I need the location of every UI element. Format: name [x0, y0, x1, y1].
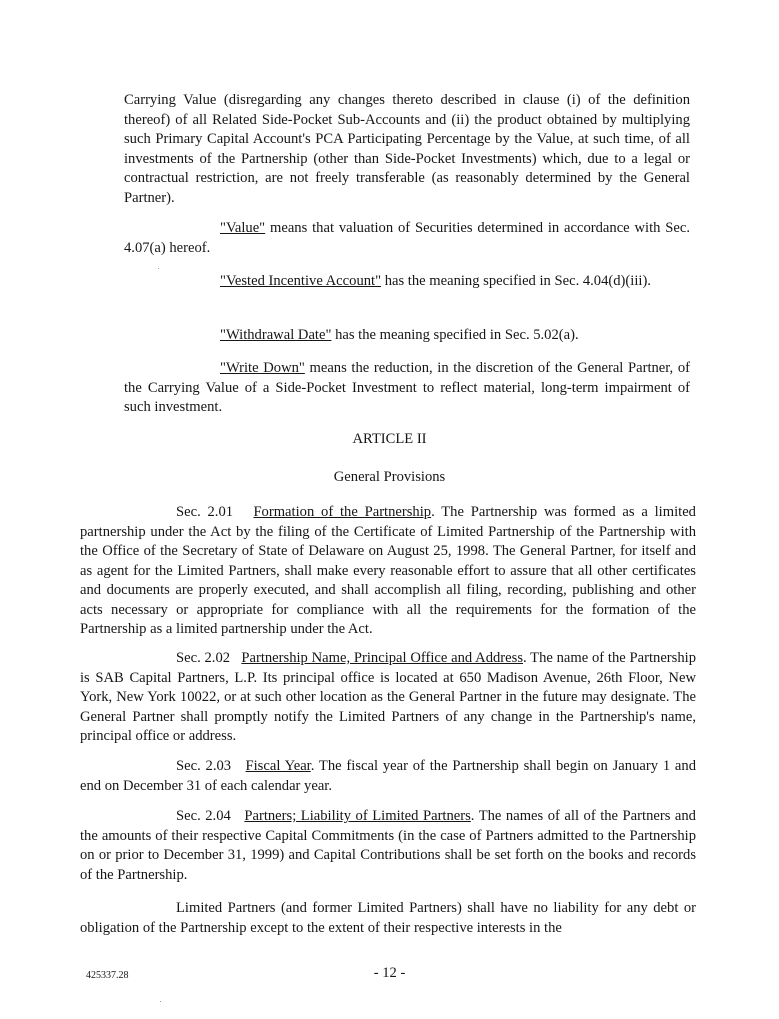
section-2-01-text: . The Partnership was formed as a limited partnership under the Act by the filing of the Certificate of Limited Partnership of the Partnership with the Office of the Secretary of State of Delaware on August 25, 1998. The General Partner, for itself and as agent for the Limited Partners, shall make every reasonable effort to assure that all other certificates and documents are properly executed, and shall accomplish all filing, recording, publishing and other acts necessary or appropriate for compliance with all the requirements for the formation of the Partnership as a limited partnership under the Act. — [80, 504, 696, 637]
scan-speck — [158, 268, 159, 269]
scan-speck — [160, 1001, 161, 1002]
section-2-01-number: Sec. 2.01 — [176, 504, 234, 520]
section-2-03-text: . The fiscal year of the Partnership shall begin on January 1 and end on December 31 of each calendar year. — [80, 758, 696, 794]
section-2-04-text: . The names of all of the Partners and the amounts of their respective Capital Commitments (in the case of Partners admitted to the Partnership on or prior to December 31, 1999) and Capital Contributions shall be set forth on the books and records of the Partnership. — [80, 808, 696, 883]
section-2-02-title: Partnership Name, Principal Office and Address — [241, 650, 523, 666]
page-number: - 12 - — [373, 965, 406, 981]
section-2-02-text: . The name of the Partnership is SAB Capital Partners, L.P. Its principal office is located at 650 Madison Avenue, 26th Floor, New York, New York 10022, or at such other location as the General Partner in the future may designate. The General Partner shall promptly notify the Limited Partners of any change in the Partnership's name, principal office or address. — [80, 650, 696, 744]
definition-withdrawal-text: has the meaning specified in Sec. 5.02(a). — [331, 327, 579, 343]
definition-withdrawal-date — [124, 326, 690, 346]
section-2-04-title: Partners; Liability of Limited Partners — [244, 808, 471, 824]
term-vested-incentive-account: "Vested Incentive Account" — [220, 273, 382, 289]
article-heading: ARTICLE II — [352, 431, 427, 447]
document-id: 425337.28 — [86, 970, 129, 981]
definition-vested-text: has the meaning specified in Sec. 4.04(d)(iii). — [381, 273, 651, 289]
section-2-03 — [80, 757, 696, 796]
term-withdrawal-date: "Withdrawal Date" — [220, 327, 332, 343]
term-write-down: "Write Down" — [220, 360, 305, 376]
limited-partners-paragraph: Limited Partners (and former Limited Partners) shall have no liability for any debt or obligation of the Partnership except to the extent of their respective interests in the — [80, 900, 696, 936]
definition-vested-incentive-account — [124, 272, 690, 292]
section-2-01 — [80, 503, 696, 640]
definition-write-down — [124, 359, 690, 418]
definition-value — [124, 219, 690, 258]
definition-value-text: means that valuation of Securities determined in accordance with Sec. 4.07(a) hereof. — [124, 220, 690, 256]
section-2-03-number: Sec. 2.03 — [176, 758, 232, 774]
carrying-value-paragraph: Carrying Value (disregarding any changes thereto described in clause (i) of the definition thereof) of all Related Side-Pocket Sub-Accounts and (ii) the product obtained by multiplying such Primary Capital Account's PCA Participating Percentage by the Value, at such time, of all investments of the Partnership (other than Side-Pocket Investments) which, due to a legal or contractual restriction, are not freely transferable (as reasonably determined by the General Partner). — [124, 92, 690, 206]
section-2-04-number: Sec. 2.04 — [176, 808, 231, 824]
section-2-04 — [80, 807, 696, 885]
section-2-03-title: Fiscal Year — [245, 758, 311, 774]
term-value: "Value" — [220, 220, 266, 236]
section-2-02 — [80, 649, 696, 747]
article-subheading: General Provisions — [333, 469, 446, 485]
section-2-01-title: Formation of the Partnership — [253, 504, 432, 520]
section-2-02-number: Sec. 2.02 — [176, 650, 231, 666]
definition-write-down-text: means the reduction, in the discretion of the General Partner, of the Carrying Value of a Side-Pocket Investment to reflect material, long-term impairment of such investment. — [124, 360, 690, 415]
